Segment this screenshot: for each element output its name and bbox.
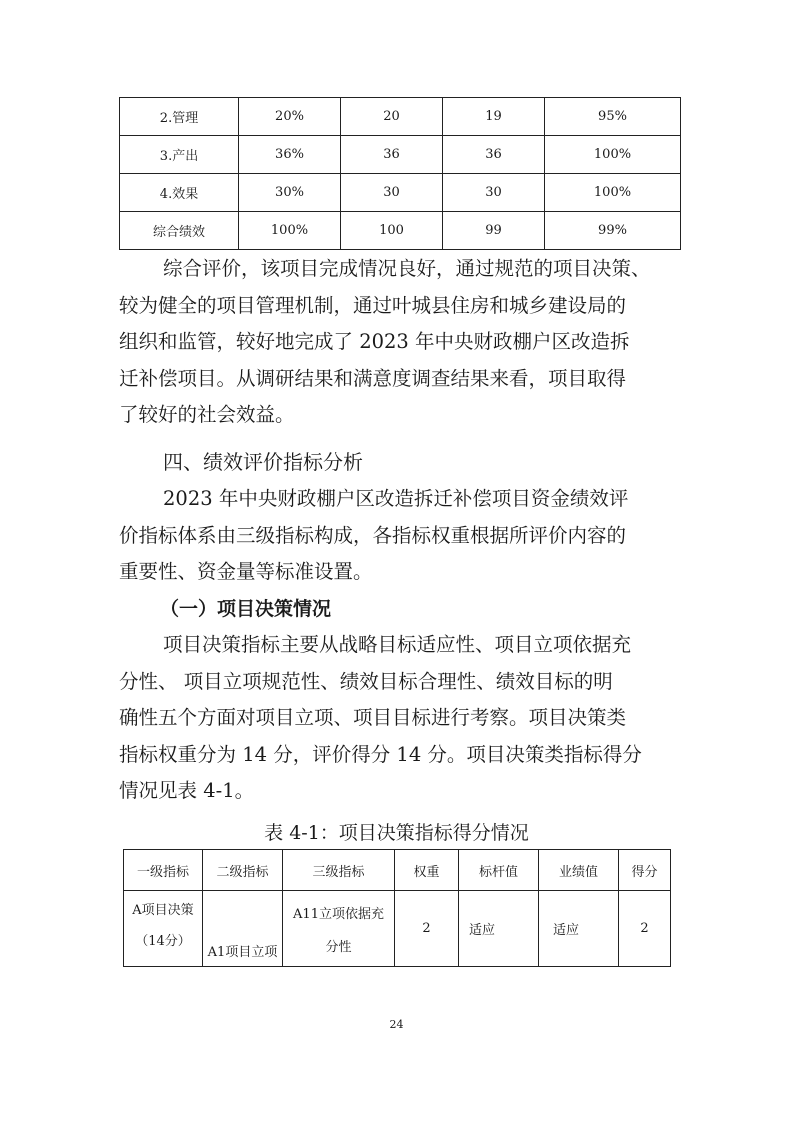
paragraph-line: 较为健全的项目管理机制，通过叶城县住房和城乡建设局的 xyxy=(119,293,627,317)
summary-paragraph xyxy=(119,251,681,434)
paragraph-line: 价指标体系由三级指标构成，各指标权重根据所评价内容的 xyxy=(119,523,627,547)
performance-cell: 适应 xyxy=(539,891,619,967)
level3-cell xyxy=(283,891,395,967)
column-header: 得分 xyxy=(619,850,671,891)
table-cell: 2.管理 xyxy=(120,98,239,136)
score-summary-table xyxy=(119,97,681,250)
paragraph-line: 2023 年中央财政棚户区改造拆迁补偿项目资金绩效评 xyxy=(163,487,629,510)
page-number: 24 xyxy=(389,1018,404,1031)
level1-name: A项目决策 xyxy=(132,903,194,918)
column-header: 标杆值 xyxy=(459,850,539,891)
column-header: 权重 xyxy=(395,850,459,891)
paragraph-line: 确性五个方面对项目立项、项目目标进行考察。项目决策类 xyxy=(119,706,627,729)
table-cell: 100% xyxy=(545,136,681,174)
level3-name-line2: 分性 xyxy=(325,939,352,955)
table-cell: 30 xyxy=(341,174,443,212)
table-cell: 4.效果 xyxy=(120,174,239,212)
section-heading: 四、绩效评价指标分析 xyxy=(163,450,363,474)
table-cell: 30 xyxy=(443,174,545,212)
paragraph-line: 综合评价，该项目完成情况良好，通过规范的项目决策、 xyxy=(163,257,651,280)
indicator-paragraph xyxy=(119,481,681,591)
table-cell: 综合绩效 xyxy=(120,212,239,250)
table-caption: 表 4-1：项目决策指标得分情况 xyxy=(264,822,529,844)
column-header: 二级指标 xyxy=(203,850,283,891)
table-cell: 100 xyxy=(341,212,443,250)
paragraph-line: 迁补偿项目。从调研结果和满意度调查结果来看，项目取得 xyxy=(119,366,627,390)
paragraph-line: 情况见表 4-1。 xyxy=(119,779,255,802)
table-row xyxy=(120,136,681,174)
level1-cell xyxy=(124,891,203,967)
table-row xyxy=(124,891,671,967)
table-cell: 95% xyxy=(545,98,681,136)
column-header: 三级指标 xyxy=(283,850,395,891)
benchmark-cell: 适应 xyxy=(459,891,539,967)
level2-cell xyxy=(203,891,283,967)
paragraph-line: 组织和监管，较好地完成了 2023 年中央财政棚户区改造拆 xyxy=(119,330,630,353)
table-cell: 36 xyxy=(341,136,443,174)
table-cell: 99% xyxy=(545,212,681,250)
table-cell: 20 xyxy=(341,98,443,136)
table-cell: 19 xyxy=(443,98,545,136)
column-header: 业绩值 xyxy=(539,850,619,891)
table-row xyxy=(120,98,681,136)
paragraph-line: 项目决策指标主要从战略目标适应性、项目立项依据充 xyxy=(163,633,632,656)
decision-paragraph xyxy=(119,627,681,810)
weight-cell: 2 xyxy=(395,891,459,967)
column-header: 一级指标 xyxy=(124,850,203,891)
table-cell: 99 xyxy=(443,212,545,250)
level1-weight: （14分） xyxy=(135,934,191,949)
table-cell: 20% xyxy=(239,98,341,136)
table-row xyxy=(120,212,681,250)
table-cell: 36 xyxy=(443,136,545,174)
table-cell: 100% xyxy=(545,174,681,212)
table-row xyxy=(120,174,681,212)
table-header-row xyxy=(124,850,671,891)
table-cell: 100% xyxy=(239,212,341,250)
paragraph-line: 了较好的社会效益。 xyxy=(119,403,295,426)
decision-indicator-table xyxy=(123,849,671,967)
paragraph-line: 重要性、资金量等标准设置。 xyxy=(119,560,373,583)
table-cell: 3.产出 xyxy=(120,136,239,174)
subsection-heading: （一）项目决策情况 xyxy=(160,598,332,620)
table-cell: 30% xyxy=(239,174,341,212)
level2-name: A1项目立项 xyxy=(207,945,278,960)
paragraph-line: 分性、 项目立项规范性、绩效目标合理性、绩效目标的明 xyxy=(119,669,613,693)
level3-name-line1: A11立项依据充 xyxy=(293,906,384,922)
score-cell: 2 xyxy=(619,891,671,967)
paragraph-line: 指标权重分为 14 分，评价得分 14 分。项目决策类指标得分 xyxy=(119,742,642,766)
table-cell: 36% xyxy=(239,136,341,174)
